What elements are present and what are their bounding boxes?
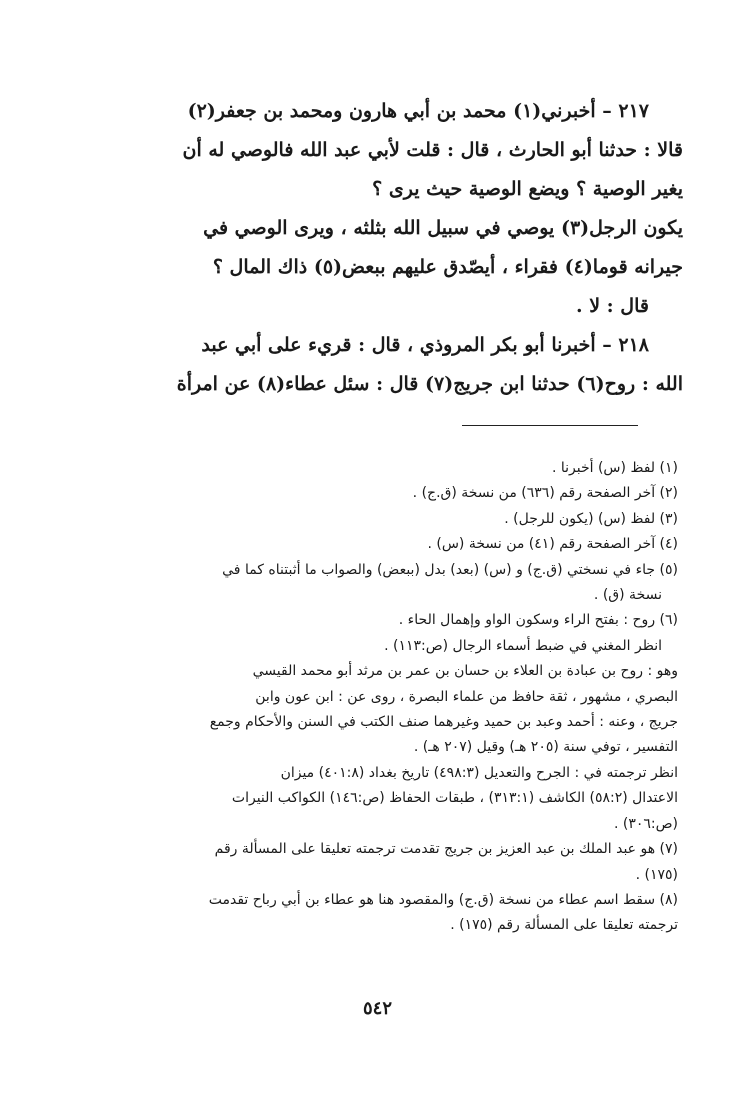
footnote-8: (٨) سقط اسم عطاء من نسخة (ق.ج) والمقصود هنا هو عطاء بن أبي رباح تقدمت bbox=[208, 891, 678, 908]
footnote-1: (١) لفظ (س) أخبرنا . bbox=[551, 460, 678, 476]
footnote-7-cont: (١٧٥) . bbox=[635, 866, 678, 883]
main-text bbox=[88, 92, 683, 404]
footnotes bbox=[90, 456, 678, 939]
footnote-8-cont: ترجمته تعليقا على المسألة رقم (١٧٥) . bbox=[450, 917, 678, 934]
footnote-5: (٥) جاء في نسختي (ق.ج) و (س) (بعد) بدل (ببعض) والصواب ما أثبتناه كما في bbox=[222, 561, 678, 578]
footnote-2: (٢) آخر الصفحة رقم (٦٣٦) من نسخة (ق.ج) . bbox=[412, 485, 678, 502]
footnote-6-bio-3: جريج ، وعنه : أحمد وعبد بن حميد وغيرهما صنف الكتب في السنن والأحكام وجمع bbox=[209, 714, 678, 731]
footnote-6-sources-2: الاعتدال (٥٨:٢) الكاشف (٣١٣:١) ، طبقات الحفاظ (ص:١٤٦) الكواكب النيرات bbox=[231, 790, 678, 807]
page-number: ٥٤٢ bbox=[362, 998, 392, 1019]
paragraph-answer: قال : لا . bbox=[576, 295, 649, 317]
footnote-6-sources-3: (ص:٣٠٦) . bbox=[613, 815, 678, 832]
paragraph-217-line-1: ٢١٧ – أخبرني(١) محمد بن أبي هارون ومحمد بن جعفر(٢) bbox=[187, 100, 649, 122]
footnote-6-bio-1: وهو : روح بن عبادة بن العلاء بن حسان بن عمر بن مرثد أبو محمد القيسي bbox=[252, 663, 678, 680]
footnote-6: (٦) روح : بفتح الراء وسكون الواو وإهمال الحاء . bbox=[398, 612, 678, 629]
paragraph-217-line-2: قالا : حدثنا أبو الحارث ، قال : قلت لأبي عبد الله فالوصي له أن bbox=[182, 139, 683, 161]
footnote-3: (٣) لفظ (س) (يكون للرجل) . bbox=[504, 510, 678, 527]
footnote-6-bio-2: البصري ، مشهور ، ثقة حافظ من علماء البصرة ، روى عن : ابن عون وابن bbox=[255, 688, 678, 705]
footnote-6-ref: انظر المغني في ضبط أسماء الرجال (ص:١١٣) . bbox=[384, 637, 662, 654]
footnote-5-cont: نسخة (ق) . bbox=[593, 587, 662, 604]
paragraph-218-line-2: الله : روح(٦) حدثنا ابن جريج(٧) قال : سئل عطاء(٨) عن امرأة bbox=[176, 373, 683, 395]
footnote-4: (٤) آخر الصفحة رقم (٤١) من نسخة (س) . bbox=[427, 536, 678, 553]
paragraph-217-line-3: يغير الوصية ؟ ويضع الوصية حيث يرى ؟ bbox=[372, 178, 683, 200]
footnote-separator bbox=[462, 425, 638, 426]
paragraph-217-line-4: يكون الرجل(٣) يوصي في سبيل الله بثلثه ، ويرى الوصي في bbox=[203, 217, 683, 239]
footnote-6-bio-4: التفسير ، توفي سنة (٢٠٥ هـ) وقيل (٢٠٧ هـ) . bbox=[413, 739, 678, 756]
footnote-7: (٧) هو عبد الملك بن عبد العزيز بن جريج تقدمت ترجمته تعليقا على المسألة رقم bbox=[214, 841, 678, 858]
paragraph-217-line-5: جيرانه قوما(٤) فقراء ، أيصّدق عليهم ببعض(٥) ذاك المال ؟ bbox=[212, 256, 683, 278]
paragraph-218-line-1: ٢١٨ – أخبرنا أبو بكر المروذي ، قال : قريء على أبي عبد bbox=[201, 334, 649, 356]
footnote-6-sources-1: انظر ترجمته في : الجرح والتعديل (٤٩٨:٣) تاريخ بغداد (٤٠١:٨) ميزان bbox=[280, 764, 678, 781]
